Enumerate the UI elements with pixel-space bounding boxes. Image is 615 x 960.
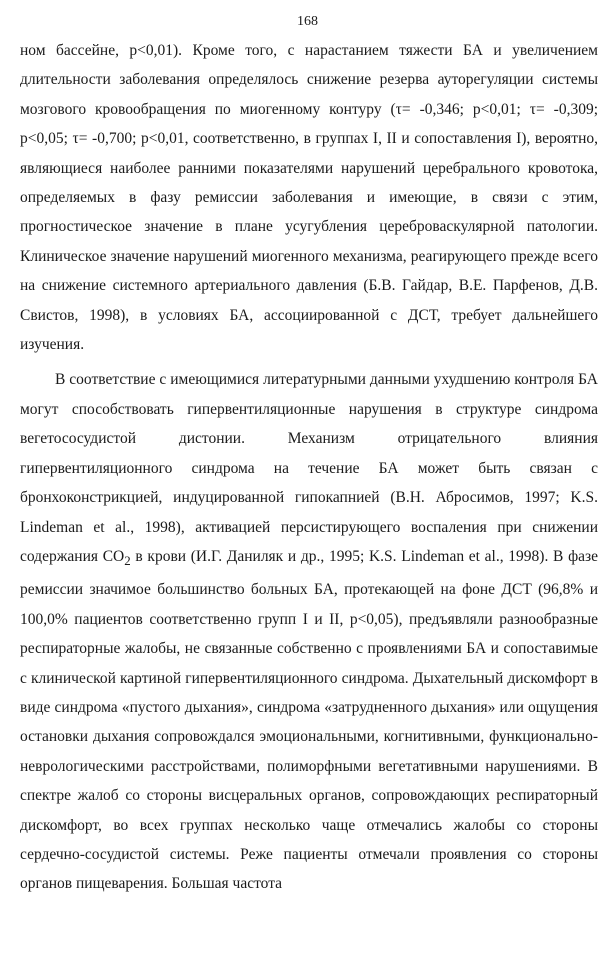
page-number: 168 bbox=[297, 14, 318, 29]
paragraph-2-part-1: В соответствие с имеющимися литературными данными ухудшению контроля БА могут способствовать гипервентиляционные нарушения в структуре синдрома вегетососудистой дистонии. Механизм отрицательного влияния гипервентиляционного синдрома на течение БА может быть связан с бронхоконстрикцией, индуцированной гипокапнией (В.Н. Абросимов, 1997; K.S. Lindeman et al., 1998), активацией персистирующего воспаления при снижении содержания CO bbox=[20, 371, 598, 565]
paragraph-1: ном бассейне, p<0,01). Кроме того, с нарастанием тяжести БА и увеличением длительности заболевания определялось снижение резерва ауторегуляции системы мозгового кровообращения по миогенному контуру (τ= -0,346; p<0,01; τ= -0,309; p<0,05; τ= -0,700; p<0,01, соответственно, в группах I, II и сопоставления I), вероятно, являющиеся наиболее ранними показателями нарушений церебрального кровотока, определяемых в фазу ремиссии заболевания и имеющие, в связи с этим, прогностическое значение в плане усугубления цереброваскулярной патологии. Клиническое значение нарушений миогенного механизма, реагирующего прежде всего на снижение системного артериального давления (Б.В. Гайдар, В.Е. Парфенов, Д.В. Свистов, 1998), в условиях БА, ассоциированной с ДСТ, требует дальнейшего изучения. bbox=[20, 42, 598, 354]
body-text bbox=[20, 36, 598, 899]
co2-subscript: 2 bbox=[124, 553, 131, 568]
paragraph-2 bbox=[20, 365, 598, 898]
paragraph-2-part-2: в крови (И.Г. Даниляк и др., 1995; K.S. Lindeman et al., 1998). В фазе ремиссии значимое большинство больных БА, протекающей на фоне ДСТ (96,8% и 100,0% пациентов соответственно групп I и II, p<0,05), предъявляли разнообразные респираторные жалобы, не связанные собственно с проявлениями БА и сопоставимые с клинической картиной гипервентиляционного синдрома. Дыхательный дискомфорт в виде синдрома «пустого дыхания», синдрома «затрудненного дыхания» или ощущения остановки дыхания сопровождался эмоциональными, когнитивными, функционально-неврологическими расстройствами, полиморфными вегетативными нарушениями. В спектре жалоб со стороны висцеральных органов, сопровождающих респираторный дискомфорт, во всех группах несколько чаще отмечались жалобы со стороны сердечно-сосудистой системы. Реже пациенты отмечали проявления со стороны органов пищеварения. Большая частота bbox=[20, 547, 598, 893]
